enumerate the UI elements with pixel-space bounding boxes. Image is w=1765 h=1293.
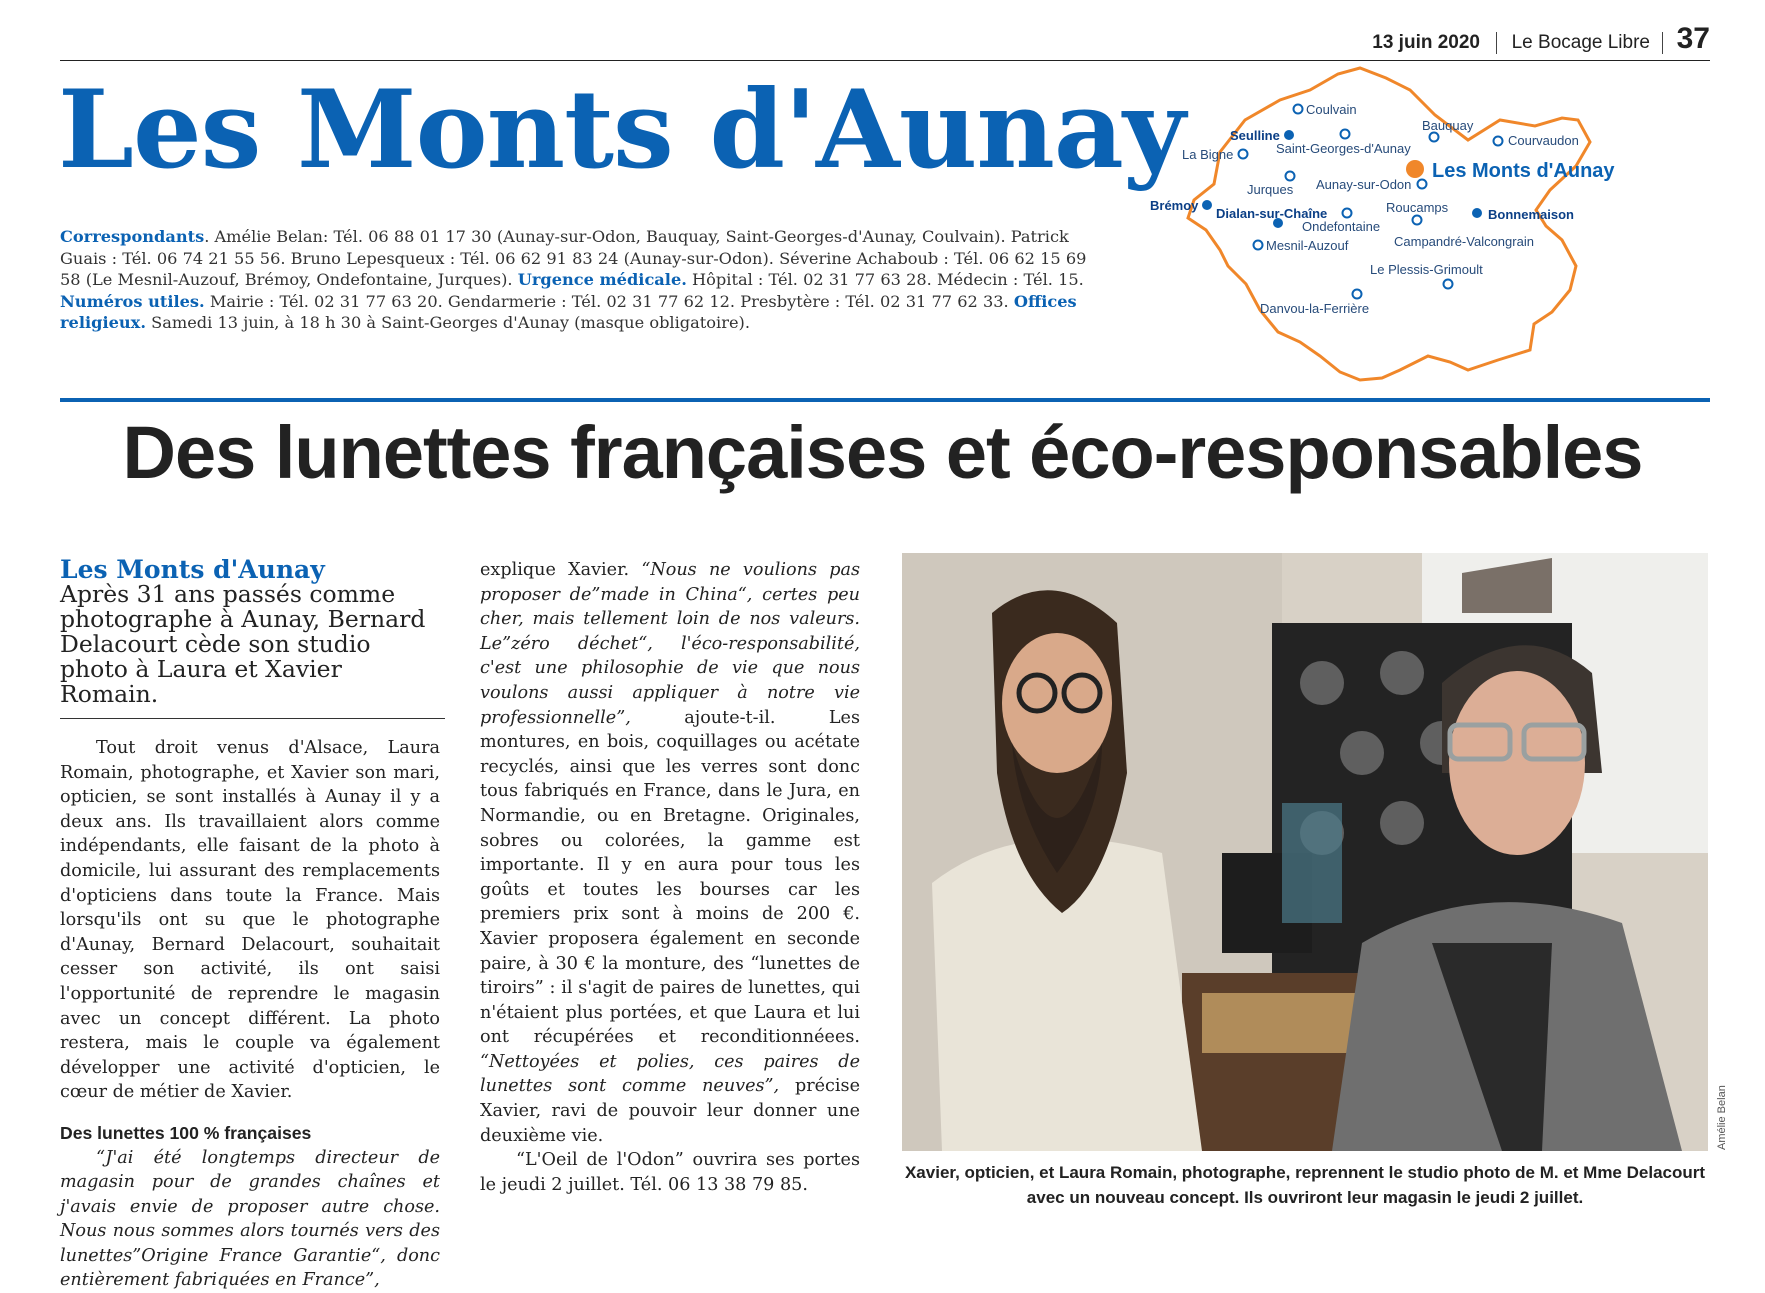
map-label-aunay: Aunay-sur-Odon xyxy=(1316,177,1411,192)
correspondents-text: . Amélie Belan: Tél. 06 88 01 17 30 (Aunay-sur-Odon, Bauquay, Saint-Georges-d'Aunay, Coulvain). Patrick Guais : Tél. 06 74 21 55 56. Bruno Lepesqueux : Tél. 06 62 91 83 24 (Aunay-sur-Odon). Séverine Achaboub : Tél. 06 62 15 69 58 (Le Mesnil-Auzouf, Brémoy, Ondefontaine, Jurques). xyxy=(60,227,1086,289)
column-rule xyxy=(60,718,445,719)
useful-numbers-label: Numéros utiles. xyxy=(60,292,205,311)
map-label-danvou: Danvou-la-Ferrière xyxy=(1260,301,1369,316)
map-label-la-bigne: La Bigne xyxy=(1182,147,1233,162)
quote: “Nous ne voulions pas proposer de”made in China“, certes peu cher, mais tellement loin de nos valeurs. Le”zéro déchet“, l'éco-responsabilité, c'est une philosophie de vie que nous voulons aussi appliquer à notre vie professionnelle”, xyxy=(480,560,860,728)
map-label-mesnil-auzouf: Mesnil-Auzouf xyxy=(1266,238,1349,253)
map-label-ondefontaine: Ondefontaine xyxy=(1302,219,1380,234)
article-text: ajoute-t-il. Les montures, en bois, coquillages ou acétate recyclés, ainsi que les verres sont donc tous fabriqués en France, dans le Jura, en Normandie, ou en Bretagne. Originales, sobres ou colorées, la gamme est importante. Il y en aura pour tous les goûts et toutes les bourses car les premiers prix sont à moins de 200 €. Xavier proposera également en seconde paire, à 30 € la monture, des “lunettes de tiroirs” : il s'agit de paires de lunettes, qui n'étaient plus portées, et que Laura et lui ont récupérées et reconditionnéees. xyxy=(480,708,860,1048)
header-divider xyxy=(1662,32,1663,54)
map-label-campandre: Campandré-Valcongrain xyxy=(1394,234,1534,249)
article-paragraph xyxy=(60,1146,440,1293)
article-kicker: Les Monts d'Aunay xyxy=(60,555,325,584)
article-photo xyxy=(902,553,1708,1151)
map-label-bonnemaison: Bonnemaison xyxy=(1488,207,1574,222)
article-subhead: Des lunettes 100 % françaises xyxy=(60,1121,440,1146)
map-label-coulvain: Coulvain xyxy=(1306,102,1357,117)
quote: “J'ai été longtemps directeur de magasin pour de grandes chaînes et j'avais envie de proposer autre chose. Nous nous sommes alors tournés vers des lunettes”Origine France Garantie“, donc entièrement fabriquées en France”, xyxy=(60,1148,440,1291)
correspondents-block xyxy=(60,226,1090,334)
article-paragraph: “L'Oeil de l'Odon” ouvrira ses portes le jeudi 2 juillet. Tél. 06 13 38 79 85. xyxy=(480,1148,860,1197)
section-title: Les Monts d'Aunay xyxy=(58,76,1185,184)
map-outline xyxy=(1188,68,1590,380)
map-svg xyxy=(1150,60,1710,390)
map-label-jurques: Jurques xyxy=(1247,182,1294,197)
page-number: 37 xyxy=(1677,22,1710,56)
page-header xyxy=(60,28,1710,61)
map-label-bremoy: Brémoy xyxy=(1150,198,1199,213)
photo-credit: Amélie Belan xyxy=(1716,1085,1728,1150)
religious-services-text: Samedi 13 juin, à 18 h 30 à Saint-Georges d'Aunay (masque obligatoire). xyxy=(146,313,750,332)
photo-illustration xyxy=(902,553,1708,1151)
article-lede: Après 31 ans passés comme photographe à Aunay, Bernard Delacourt cède son studio photo à Laura et Xavier Romain. xyxy=(60,582,440,707)
useful-numbers-text: Mairie : Tél. 02 31 77 63 20. Gendarmerie : Tél. 02 31 77 62 12. Presbytère : Tél. 02 31 77 62 33. xyxy=(205,292,1014,311)
article-text: précise Xavier, ravi de pouvoir leur donner une deuxième vie. xyxy=(480,1076,860,1145)
quote: “Nettoyées et polies, ces paires de lunettes sont comme neuves”, xyxy=(480,1052,860,1097)
header-divider xyxy=(1496,32,1497,54)
article-headline: Des lunettes françaises et éco-responsables xyxy=(0,410,1765,495)
religious-services-label: Offices religieux. xyxy=(60,292,1077,333)
map-label-roucamps: Roucamps xyxy=(1386,200,1449,215)
map-label-les-monts: Les Monts d'Aunay xyxy=(1432,160,1615,182)
article-column-2 xyxy=(480,558,860,1197)
section-rule xyxy=(60,398,1710,402)
map-label-le-plessis: Le Plessis-Grimoult xyxy=(1370,262,1483,277)
map-label-dialan: Dialan-sur-Chaîne xyxy=(1216,206,1327,221)
emergency-label: Urgence médicale. xyxy=(518,270,687,289)
article-text: explique Xavier. xyxy=(480,560,641,580)
map-label-bauquay: Bauquay xyxy=(1422,118,1474,133)
commune-map xyxy=(1150,60,1710,390)
correspondents-label: Correspondants xyxy=(60,227,204,246)
emergency-text: Hôpital : Tél. 02 31 77 63 28. Médecin : Tél. 15. xyxy=(687,270,1084,289)
article-paragraph: Tout droit venus d'Alsace, Laura Romain, photographe, et Xavier son mari, opticien, se sont installés à Aunay il y a deux ans. Ils travaillaient alors comme indépendants, elle faisant de la photo à domicile, lui assurant des remplacements d'opticiens dans toute la France. Mais lorsqu'ils ont su que le photographe d'Aunay, Bernard Delacourt, souhaitait cesser son activité, ils ont saisi l'opportunité de reprendre le magasin avec un concept différent. La photo restera, mais le couple va également développer une activité d'opticien, le cœur de métier de Xavier. xyxy=(60,736,440,1105)
map-label-courvaudon: Courvaudon xyxy=(1508,133,1579,148)
issue-date: 13 juin 2020 xyxy=(1372,32,1480,54)
newspaper-name: Le Bocage Libre xyxy=(1512,32,1650,54)
map-label-saint-georges: Saint-Georges-d'Aunay xyxy=(1276,141,1411,156)
article-paragraph xyxy=(480,558,860,1148)
map-label-seulline: Seulline xyxy=(1230,128,1280,143)
photo-caption: Xavier, opticien, et Laura Romain, photographe, reprennent le studio photo de M. et Mme Delacourt avec un nouveau concept. Ils ouvriront leur magasin le jeudi 2 juillet. xyxy=(902,1160,1708,1210)
article-column-1 xyxy=(60,736,440,1293)
